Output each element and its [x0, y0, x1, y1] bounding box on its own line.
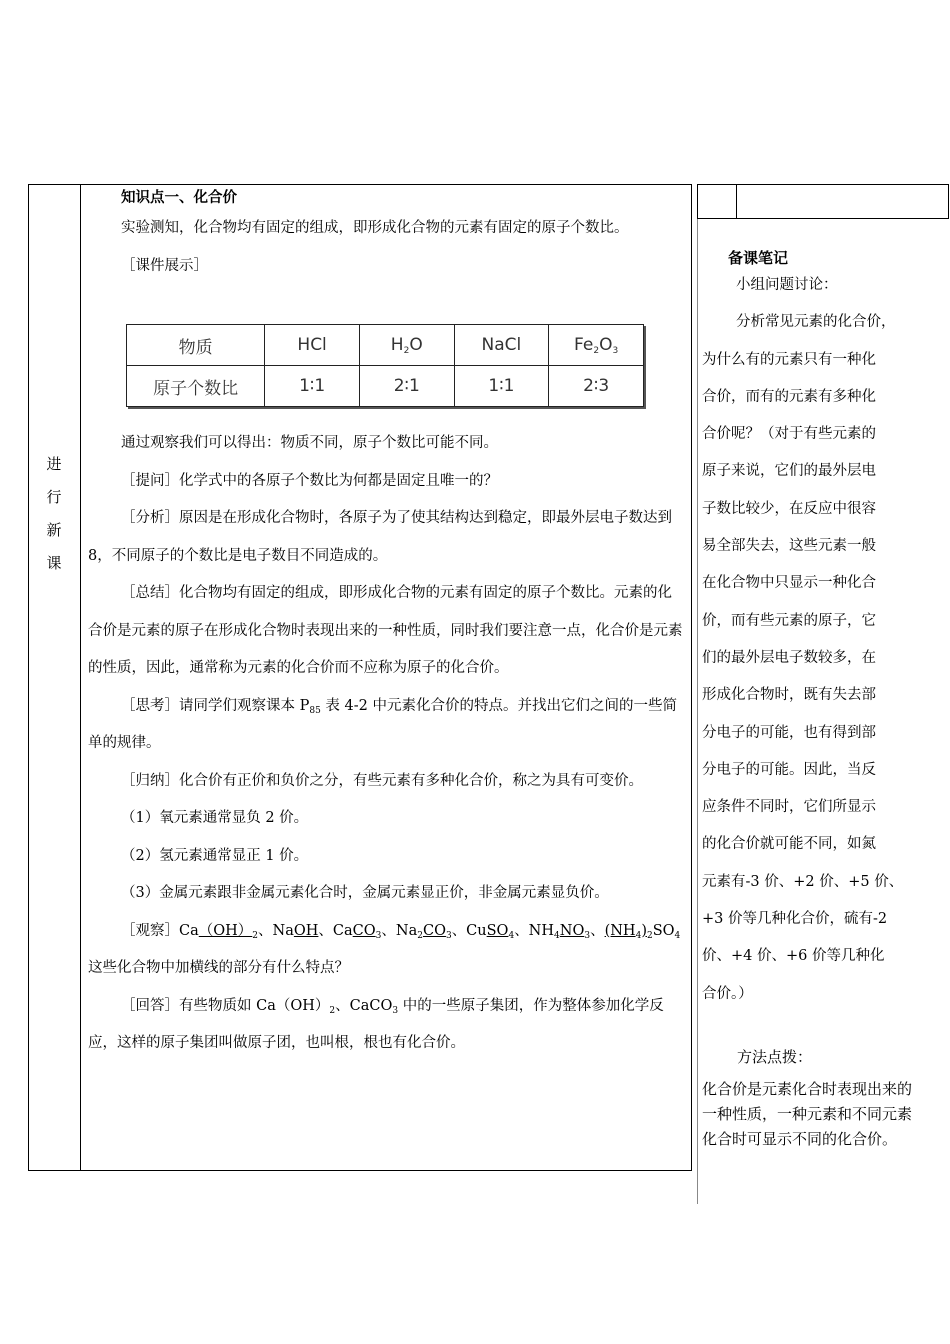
table-header-cell: $Fe_2O_3$ — [549, 325, 644, 366]
notes-body — [702, 267, 912, 1013]
paragraph-intro: 实验测知，化合物均有固定的组成，即形成化合物的元素有固定的原子个数比。 — [121, 220, 629, 236]
notes-line: 们的最外层电子数较多，在 — [702, 649, 876, 666]
notes-line: 合价，而有的元素有多种化 — [702, 388, 876, 405]
notes-line: 分电子的可能。因此，当反 — [702, 761, 876, 778]
notes-line: 合价呢？（对于有些元素的 — [702, 426, 876, 443]
notes-line: 价，而有些元素的原子，它 — [702, 612, 876, 629]
notes-header-box — [697, 184, 949, 219]
notes-line: 的化合价就可能不同，如氮 — [702, 836, 876, 853]
side-char: 课 — [46, 554, 62, 572]
paragraph-induce: ［归纳］化合价有正价和负价之分，有些元素有多种化合价，称之为具有可变价。 — [121, 772, 643, 789]
table-header-cell: $H_2O$ — [359, 325, 454, 366]
ratio-table — [126, 324, 644, 407]
lesson-content — [88, 186, 684, 285]
notes-header-divider — [736, 184, 737, 219]
rule-metal: （3）金属元素跟非金属元素化合时，金属元素显正价，非金属元素显负价。 — [121, 885, 609, 901]
side-char: 进 — [46, 455, 62, 473]
lesson-content-continued — [88, 425, 684, 1063]
table-header-cell: 物质 — [127, 325, 265, 366]
side-label — [28, 448, 80, 580]
notes-line: 元素有-3 价、+2 价、+5 价、 — [702, 873, 904, 890]
paragraph-analysis: ［分析］原因是在形成化合物时，各原子为了使其结构达到稳定，即最外层电子数达到 8，不同原子的个数比是电子数目不同造成的。 — [88, 510, 672, 564]
method-label: 方法点拨： — [737, 1048, 813, 1066]
method-text: 化合价是元素化合时表现出来的一种性质，一种元素和不同元素化合时可显示不同的化合价。 — [702, 1080, 913, 1148]
notes-line: 小组问题讨论： — [736, 277, 838, 293]
notes-line: 子数比较少，在反应中很容 — [702, 500, 876, 517]
courseware-label: ［课件展示］ — [121, 257, 208, 274]
paragraph-observe-formulas: ［观察$]Ca(OH)_2$、NaOH、CaCO$_3$、$Na_2CO_3$、CuSO$_4$、$NH_4NO_3$、$(NH_4)_2SO_4$ 这些化合物中加横线的部分有什么特点？ — [88, 922, 681, 976]
notes-line: 分电子的可能，也有得到部 — [702, 724, 876, 741]
notes-line: 为什么有的元素只有一种化 — [702, 351, 876, 368]
paragraph-question: ［提问］化学式中的各原子个数比为何都是固定且唯一的？ — [121, 472, 498, 489]
notes-line: 形成化合物时，既有失去部 — [702, 687, 876, 704]
notes-line: 原子来说，它们的最外层电 — [702, 463, 876, 480]
notes-line: 分析常见元素的化合价， — [736, 314, 896, 331]
table-cell: 2∶3 — [549, 366, 644, 407]
paragraph-answer: ［回答］有些物质如 $Ca(OH)_2$、CaCO$_3$ 中的一些原子集团，作为整体参加化学反应，这样的原子集团叫做原子团，也叫根，根也有化合价。 — [88, 997, 664, 1051]
notes-line: 价、+4 价、+6 价等几种化 — [702, 948, 885, 965]
table-cell: 1∶1 — [454, 366, 549, 407]
notes-line: 合价。） — [702, 985, 753, 1002]
paragraph-observe: 通过观察我们可以得出：物质不同，原子个数比可能不同。 — [121, 435, 498, 451]
table-cell: 2∶1 — [359, 366, 454, 407]
paragraph-summary: ［总结］化合物均有固定的组成，即形成化合物的元素有固定的原子个数比。元素的化合价是元素的原子在形成化合物时表现出来的一种性质，同时我们要注意一点，化合价是元素的性质，因此，通常称为元素的化合价而不应称为原子的化合价。 — [88, 585, 683, 676]
table-cell: 1∶1 — [265, 366, 360, 407]
notes-column-line — [697, 219, 698, 1204]
side-char: 新 — [46, 521, 62, 539]
section-heading: 知识点一、化合价 — [121, 189, 237, 206]
paragraph-think: ［思考］请同学们观察课本 $P_{85}$ 表 4-2 中元素化合价的特点。并找出它们之间的一些简单的规律。 — [88, 697, 678, 751]
rule-hydrogen: （2）氢元素通常显正 1 价。 — [121, 847, 309, 864]
notes-line: 应条件不同时，它们所显示 — [702, 799, 876, 816]
rule-oxygen: （1）氧元素通常显负 2 价。 — [121, 810, 309, 826]
notes-line: 易全部失去，这些元素一般 — [702, 538, 876, 555]
notes-title: 备课笔记 — [728, 249, 789, 267]
notes-line: 在化合物中只显示一种化合 — [702, 575, 876, 592]
table-cell: 原子个数比 — [127, 366, 265, 407]
table-header-cell: NaCl — [454, 325, 549, 366]
side-column-divider — [80, 184, 81, 1171]
notes-line: +3 价等几种化合价，硫有-2 — [702, 911, 888, 928]
table-header-cell: HCl — [265, 325, 360, 366]
side-char: 行 — [46, 488, 62, 506]
